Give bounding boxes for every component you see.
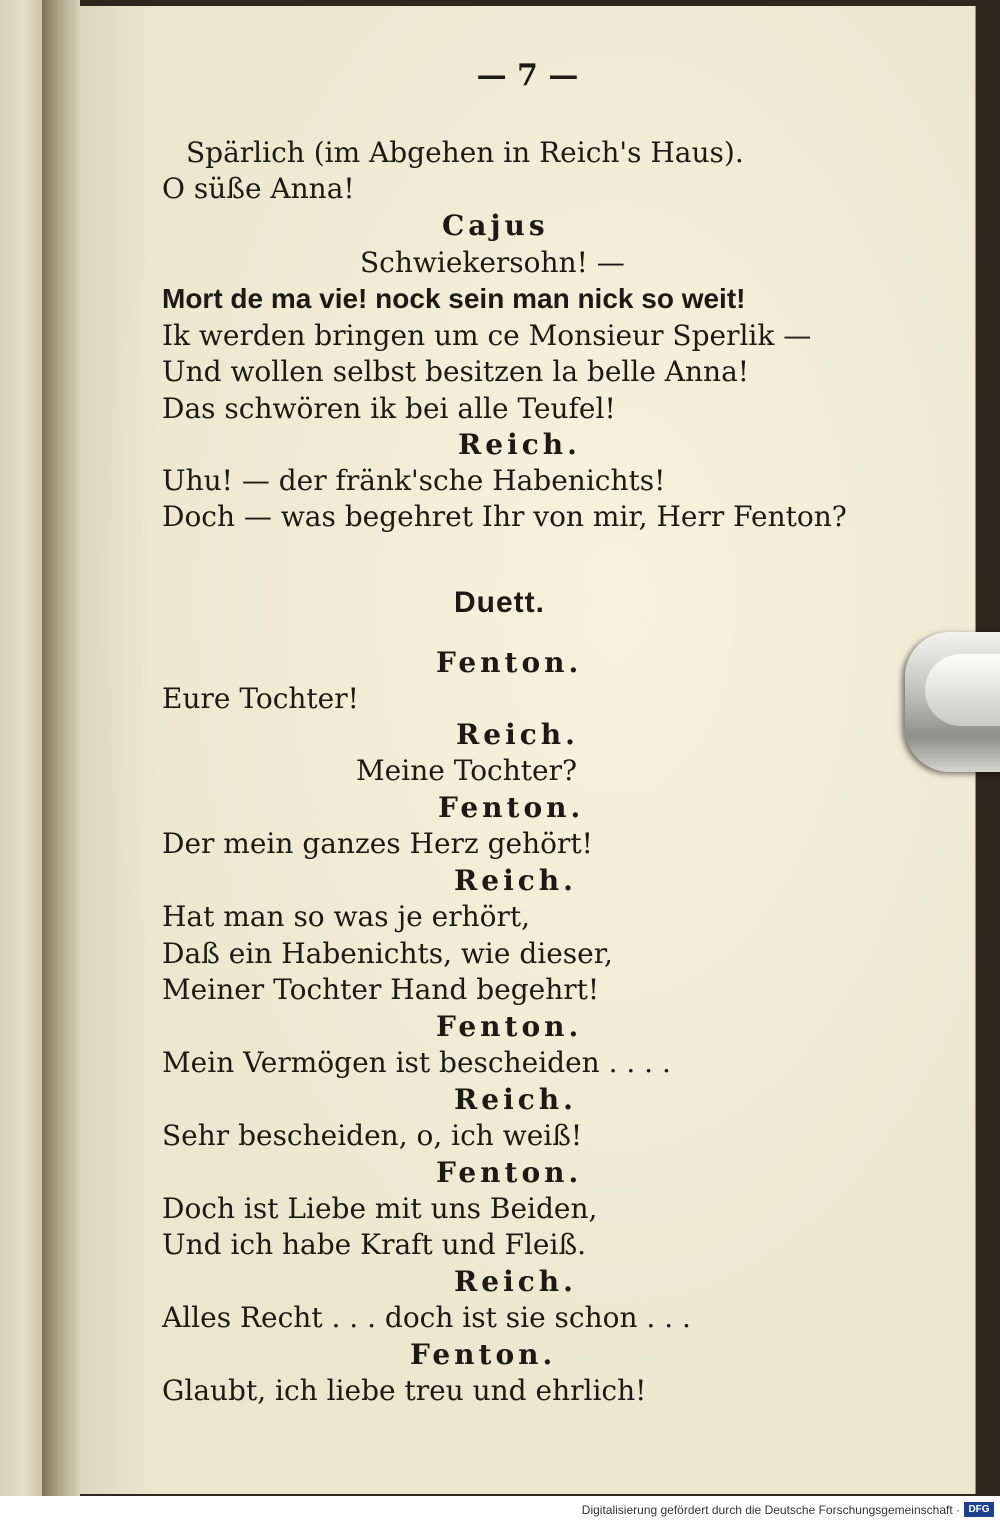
text-line: Und ich habe Kraft und Fleiß. — [162, 1228, 587, 1261]
text-line: Der mein ganzes Herz gehört! — [162, 827, 593, 860]
speaker-name: Reich. — [456, 718, 579, 751]
text-line: O süße Anna! — [162, 172, 355, 205]
speaker-name: Fenton. — [438, 791, 585, 824]
footer-bar — [0, 1496, 1000, 1526]
text-line: Alles Recht . . . doch ist sie schon . . . — [162, 1301, 691, 1334]
speaker-name: Reich. — [454, 1265, 577, 1298]
section-heading: Duett. — [454, 586, 545, 619]
text-line: Meine Tochter? — [356, 754, 577, 787]
page-clip — [905, 632, 1000, 772]
speaker-name: Fenton. — [436, 1010, 583, 1043]
speaker-name: Reich. — [454, 864, 577, 897]
dfg-logo-icon: DFG — [964, 1502, 994, 1517]
book-gutter — [42, 0, 80, 1496]
speaker-name: Cajus — [442, 209, 549, 242]
page-number: — 7 — — [476, 58, 579, 93]
text-line: Daß ein Habenichts, wie dieser, — [162, 937, 613, 970]
book-page — [80, 6, 976, 1494]
speaker-name: Fenton. — [410, 1338, 557, 1371]
speaker-name: Reich. — [454, 1083, 577, 1116]
page-text — [80, 6, 975, 1494]
text-line: Doch ist Liebe mit uns Beiden, — [162, 1192, 598, 1225]
text-line: Mort de ma vie! nock sein man nick so weit! — [162, 283, 746, 314]
text-line: Schwiekersohn! — — [360, 246, 625, 279]
text-line: Meiner Tochter Hand begehrt! — [162, 973, 600, 1006]
text-line: Mein Vermögen ist bescheiden . . . . — [162, 1046, 671, 1079]
left-page-edge — [0, 0, 44, 1496]
speaker-name: Reich. — [458, 428, 581, 461]
text-line: Und wollen selbst besitzen la belle Anna! — [162, 355, 750, 388]
text-line: Doch — was begehret Ihr von mir, Herr Fenton? — [162, 500, 847, 533]
text-line: Ik werden bringen um ce Monsieur Sperlik — — [162, 319, 812, 352]
funding-credit: Digitalisierung gefördert durch die Deutsche Forschungsgemeinschaft · — [581, 1503, 960, 1517]
speaker-name: Fenton. — [436, 1156, 583, 1189]
text-line: Spärlich (im Abgehen in Reich's Haus). — [186, 136, 744, 169]
text-line: Das schwören ik bei alle Teufel! — [162, 392, 616, 425]
text-line: Uhu! — der fränk'sche Habenichts! — [162, 464, 666, 497]
text-line: Hat man so was je erhört, — [162, 900, 531, 933]
text-line: Sehr bescheiden, o, ich weiß! — [162, 1119, 583, 1152]
text-line: Eure Tochter! — [162, 682, 359, 715]
speaker-name: Fenton. — [436, 646, 583, 679]
text-line: Glaubt, ich liebe treu und ehrlich! — [162, 1374, 647, 1407]
